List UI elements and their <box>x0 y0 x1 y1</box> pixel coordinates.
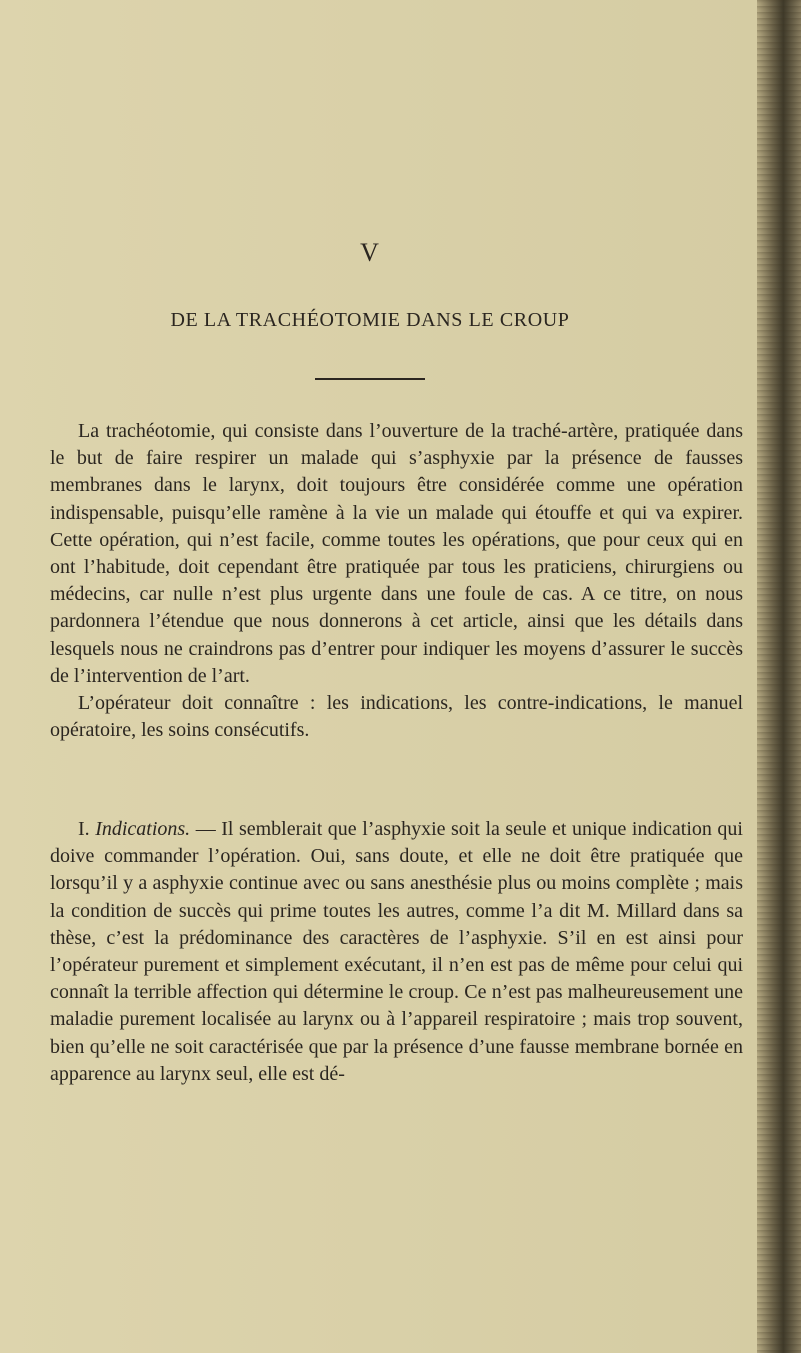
book-spine-edge <box>757 0 801 1353</box>
indications-section <box>50 816 743 1088</box>
paragraph-indications <box>50 816 743 1088</box>
section-number: I. <box>78 818 96 840</box>
section-heading: Indications. <box>95 818 191 840</box>
intro-section <box>50 418 743 744</box>
chapter-title: DE LA TRACHÉOTOMIE DANS LE CROUP <box>170 309 570 331</box>
title-divider <box>315 378 425 380</box>
section-body: — Il semblerait que l’asphyxie soit la seule et unique indication qui doive commander l’opération. Oui, sans doute, et elle ne doit être pratiquée que lorsqu’il y a asphyxie continue avec ou sans anesthésie plus ou moins complète ; mais la condition de succès qui prime toutes les autres, comme l’a dit M. Millard dans sa thèse, c’est la prédominance des caractères de l’asphyxie. S’il en est ainsi pour l’opérateur purement et simplement exécutant, il n’en est pas de même pour celui qui connaît la terrible affection qui détermine le croup. Ce n’est pas malheureusement une maladie purement localisée au larynx ou à l’appareil respiratoire ; mais trop souvent, bien qu’elle ne soit caractérisée que par la présence d’une fausse membrane bornée en apparence au larynx seul, elle est dé- <box>50 818 743 1085</box>
paragraph-intro-1: La trachéotomie, qui consiste dans l’ouverture de la traché-artère, pratiquée dans le but de faire respirer un malade qui s’asphyxie par la présence de fausses membranes dans le larynx, doit toujours être considérée comme une opération indispensable, puisqu’elle ramène à la vie un malade qui étouffe et qui va expirer. Cette opération, qui n’est facile, comme toutes les opérations, que pour ceux qui en ont l’habitude, doit cependant être pratiquée par tous les praticiens, chirurgiens ou médecins, car nulle n’est plus urgente dans une foule de cas. A ce titre, on nous pardonnera l’étendue que nous donnerons à cet article, ainsi que les détails dans lesquels nous ne craindrons pas d’entrer pour indiquer les moyens d’assurer le succès de l’intervention de l’art. <box>50 420 743 687</box>
chapter-number: V <box>360 238 380 267</box>
paragraph-intro-2: L’opérateur doit connaître : les indications, les contre-indications, le manuel opératoire, les soins consécutifs. <box>50 692 743 742</box>
